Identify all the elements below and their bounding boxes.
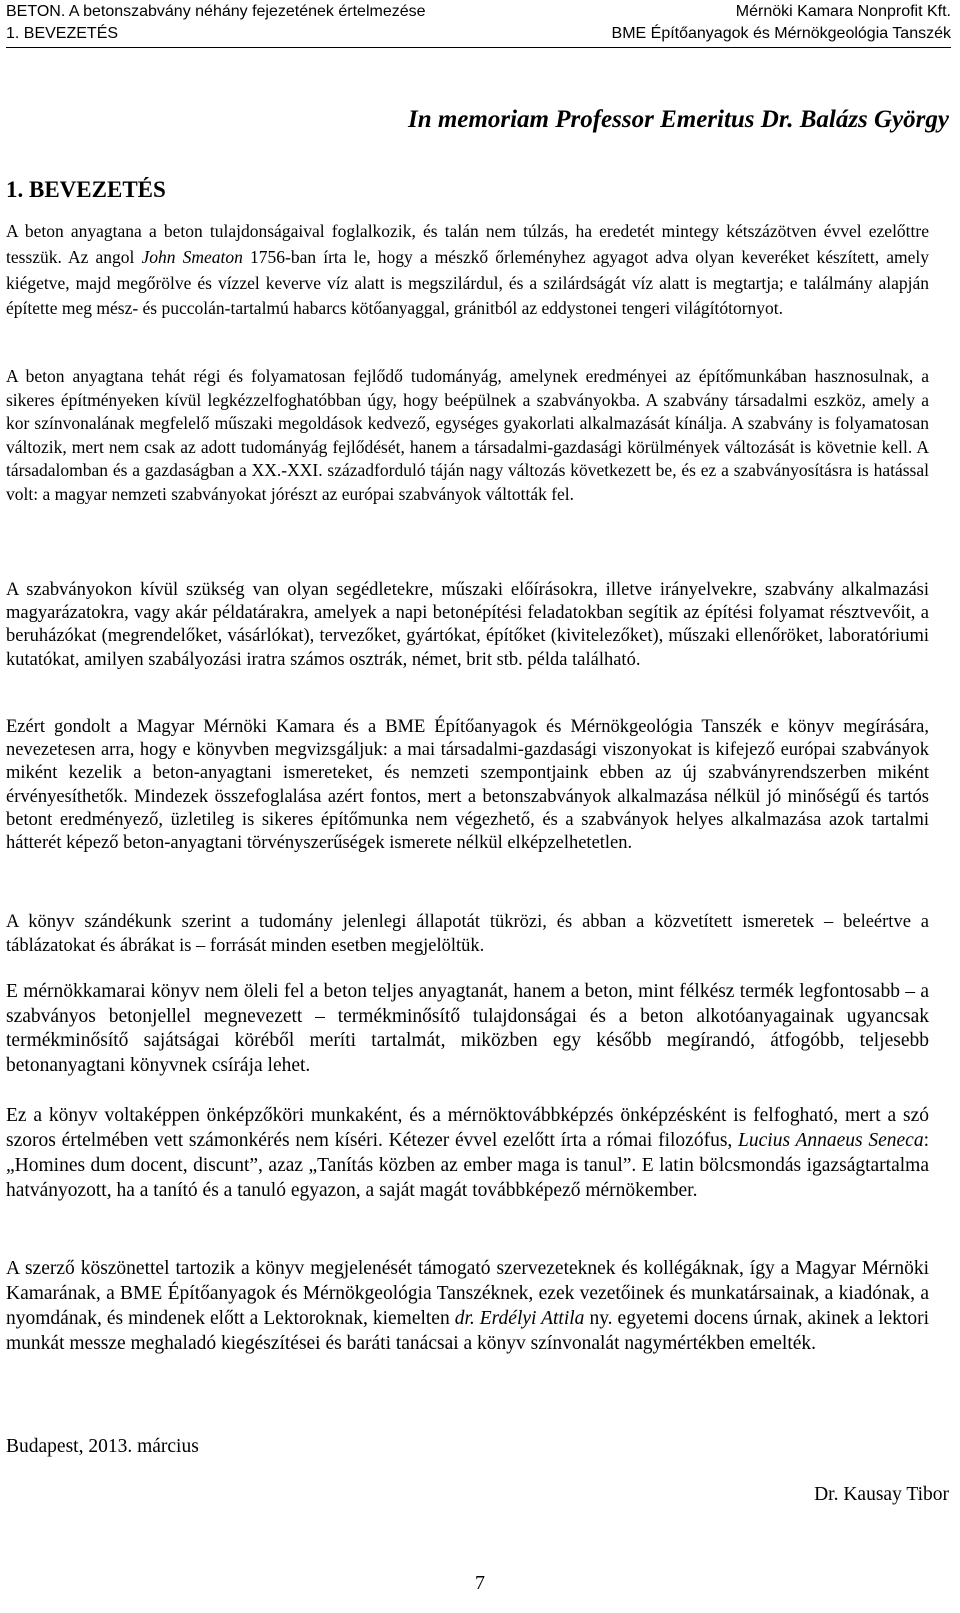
- paragraph-1: [6, 219, 929, 322]
- paragraph-8-text-a: A szerző köszönettel tartozik a könyv megjelenését támogató szervezeteknek és kollégáknak, így a Magyar Mérnöki Kamarának, a BME Építőanyagok és Mérnökgeológia Tanszéknek, ezek vezetőinek és munkatársainak, a kiadónak, a nyomdának, és mindenek előtt a Lektoroknak, kiemelten: [6, 1258, 929, 1329]
- running-header-row-1: [6, 2, 951, 22]
- paragraph-5: [6, 911, 929, 958]
- running-header-row-2: [6, 24, 951, 44]
- person-name-seneca: Lucius Annaeus Seneca: [738, 1130, 924, 1151]
- paragraph-3: [6, 579, 929, 672]
- paragraph-1-text-a: A beton anyagtana a beton tulajdonságaival foglalkozik, és talán nem túlzás, ha eredetét mintegy kétszázötven évvel ezelőttre tesszük. Az angol: [6, 221, 929, 267]
- paragraph-4-text: Ezért gondolt a Magyar Mérnöki Kamara és a BME Építőanyagok és Mérnökgeológia Tanszék e könyv megírására, nevezetesen arra, hogy e könyvben megvizsgáljuk: a mai társadalmi-gazdasági viszonyokat is kifejező európai szabványok miként kezelik a beton-anyagtani ismereteket, és nemzeti szempontjaink ebben az új szabványrendszerben miként érvényesíthetők. Mindezek összefoglalása azért fontos, mert a betonszabványok alkalmazása nélkül jó minőségű és tartós betont eredményező, üzletileg is sikeres építőmunka nem végezhető, és a szabványok helyes alkalmazása azok tartalmi hátterét képező beton-anyagtani törvényszerűségek ismerete nélkül elképzelhetetlen.: [6, 717, 929, 854]
- paragraph-7-text-b: : „Homines dum docent, discunt”, azaz „Tanítás közben az ember maga is tanul”. E latin bölcsmondás igazságtartalma hatványozott, ha a tanító és a tanuló egyazon, a saját magát továbbképező mérnökember.: [6, 1130, 929, 1201]
- chapter-heading: 1. BEVEZETÉS: [6, 177, 166, 202]
- header-divider: [6, 47, 951, 48]
- author-signature: Dr. Kausay Tibor: [814, 1484, 949, 1505]
- paragraph-6: [6, 980, 929, 1078]
- person-name-erdelyi: dr. Erdélyi Attila: [454, 1308, 585, 1329]
- header-book-title: BETON. A betonszabvány néhány fejezetének értelmezése: [6, 3, 426, 20]
- paragraph-7: [6, 1103, 929, 1203]
- dedication: In memoriam Professor Emeritus Dr. Balázs György: [407, 106, 949, 133]
- paragraph-4: [6, 716, 929, 855]
- header-department: BME Építőanyagok és Mérnökgeológia Tanszék: [611, 25, 951, 42]
- paragraph-3-text: A szabványokon kívül szükség van olyan segédletekre, műszaki előírásokra, illetve irányelvekre, szabvány alkalmazási magyarázatokra, vagy akár példatárakra, amelyek a napi betonépítési feladatokban segítik az építési folyamat résztvevőit, a beruházókat (megrendelőket, vásárlókat), tervezőket, gyártókat, építőket (kivitelezőket), műszaki ellenőröket, laboratóriumi kutatókat, amilyen szabályozási iratra számos osztrák, német, brit stb. példa található.: [6, 580, 929, 670]
- paragraph-2: [6, 365, 929, 506]
- paragraph-5-text: A könyv szándékunk szerint a tudomány jelenlegi állapotát tükrözi, és abban a közvetített ismeretek – beleértve a táblázatokat és ábrákat is – forrását minden esetben megjelöltük.: [6, 912, 929, 956]
- person-name-smeaton: John Smeaton: [141, 246, 243, 267]
- paragraph-6-text: E mérnökkamarai könyv nem öleli fel a beton teljes anyagtanát, hanem a beton, mint félkész termék legfontosabb – a szabványos betonjellel megnevezett – termékminősítő tulajdonságai és a beton alkotóanyagainak ugyancsak termékminősítő sajátságai köréből meríti tartalmát, miközben egy később megírandó, átfogóbb, teljesebb betonanyagtani könyvnek csírája lehet.: [6, 981, 929, 1076]
- paragraph-8: [6, 1256, 929, 1356]
- paragraph-7-text-a: Ez a könyv voltaképpen önképzőköri munkaként, és a mérnöktovábbképzés önképzésként is felfogható, mert a szó szoros értelmében vett számonkérés nem kíséri. Kétezer évvel ezelőtt írta a római filozófus,: [6, 1105, 929, 1151]
- header-publisher: Mérnöki Kamara Nonprofit Kft.: [735, 3, 951, 20]
- page-number: 7: [475, 1572, 485, 1594]
- paragraph-1-text-b: 1756-ban írta le, hogy a mészkő őrleményhez agyagot adva olyan keveréket készített, amely kiégetve, majd megőrölve és vízzel keverve víz alatt is megszilárdul, és a szilárdságát víz alatt is megtartja; e találmány alapján építette meg mész- és puccolán-tartalmú habarcs kötőanyaggal, gránitból az eddystonei tengeri világítótornyot.: [6, 246, 929, 319]
- place-and-date: Budapest, 2013. március: [6, 1436, 199, 1457]
- paragraph-2-text: A beton anyagtana tehát régi és folyamatosan fejlődő tudományág, amelynek eredményei az építőmunkában hasznosulnak, a sikeres építményeken kívül legkézzelfoghatóbban úgy, hogy beépülnek a szabványokba. A szabvány társadalmi eszköz, amely a kor színvonalának megfelelő műszaki megoldások kedvező, egységes gyakorlati alkalmazását kínálja. A szabvány is folyamatosan változik, mert nem csak az adott tudományág fejlődését, hanem a társadalmi-gazdasági körülmények változását is követnie kell. A társadalomban és a gazdaságban a XX.-XXI. századforduló táján nagy változás következett be, és ez a szabványosításra is hatással volt: a magyar nemzeti szabványokat jórészt az európai szabványok váltották fel.: [6, 366, 929, 504]
- header-chapter: 1. BEVEZETÉS: [6, 25, 119, 42]
- paragraph-8-text-b: ny. egyetemi docens úrnak, akinek a lektori munkát messze meghaladó kiegészítései és baráti tanácsai a könyv színvonalát nagymértékben emelték.: [6, 1308, 929, 1354]
